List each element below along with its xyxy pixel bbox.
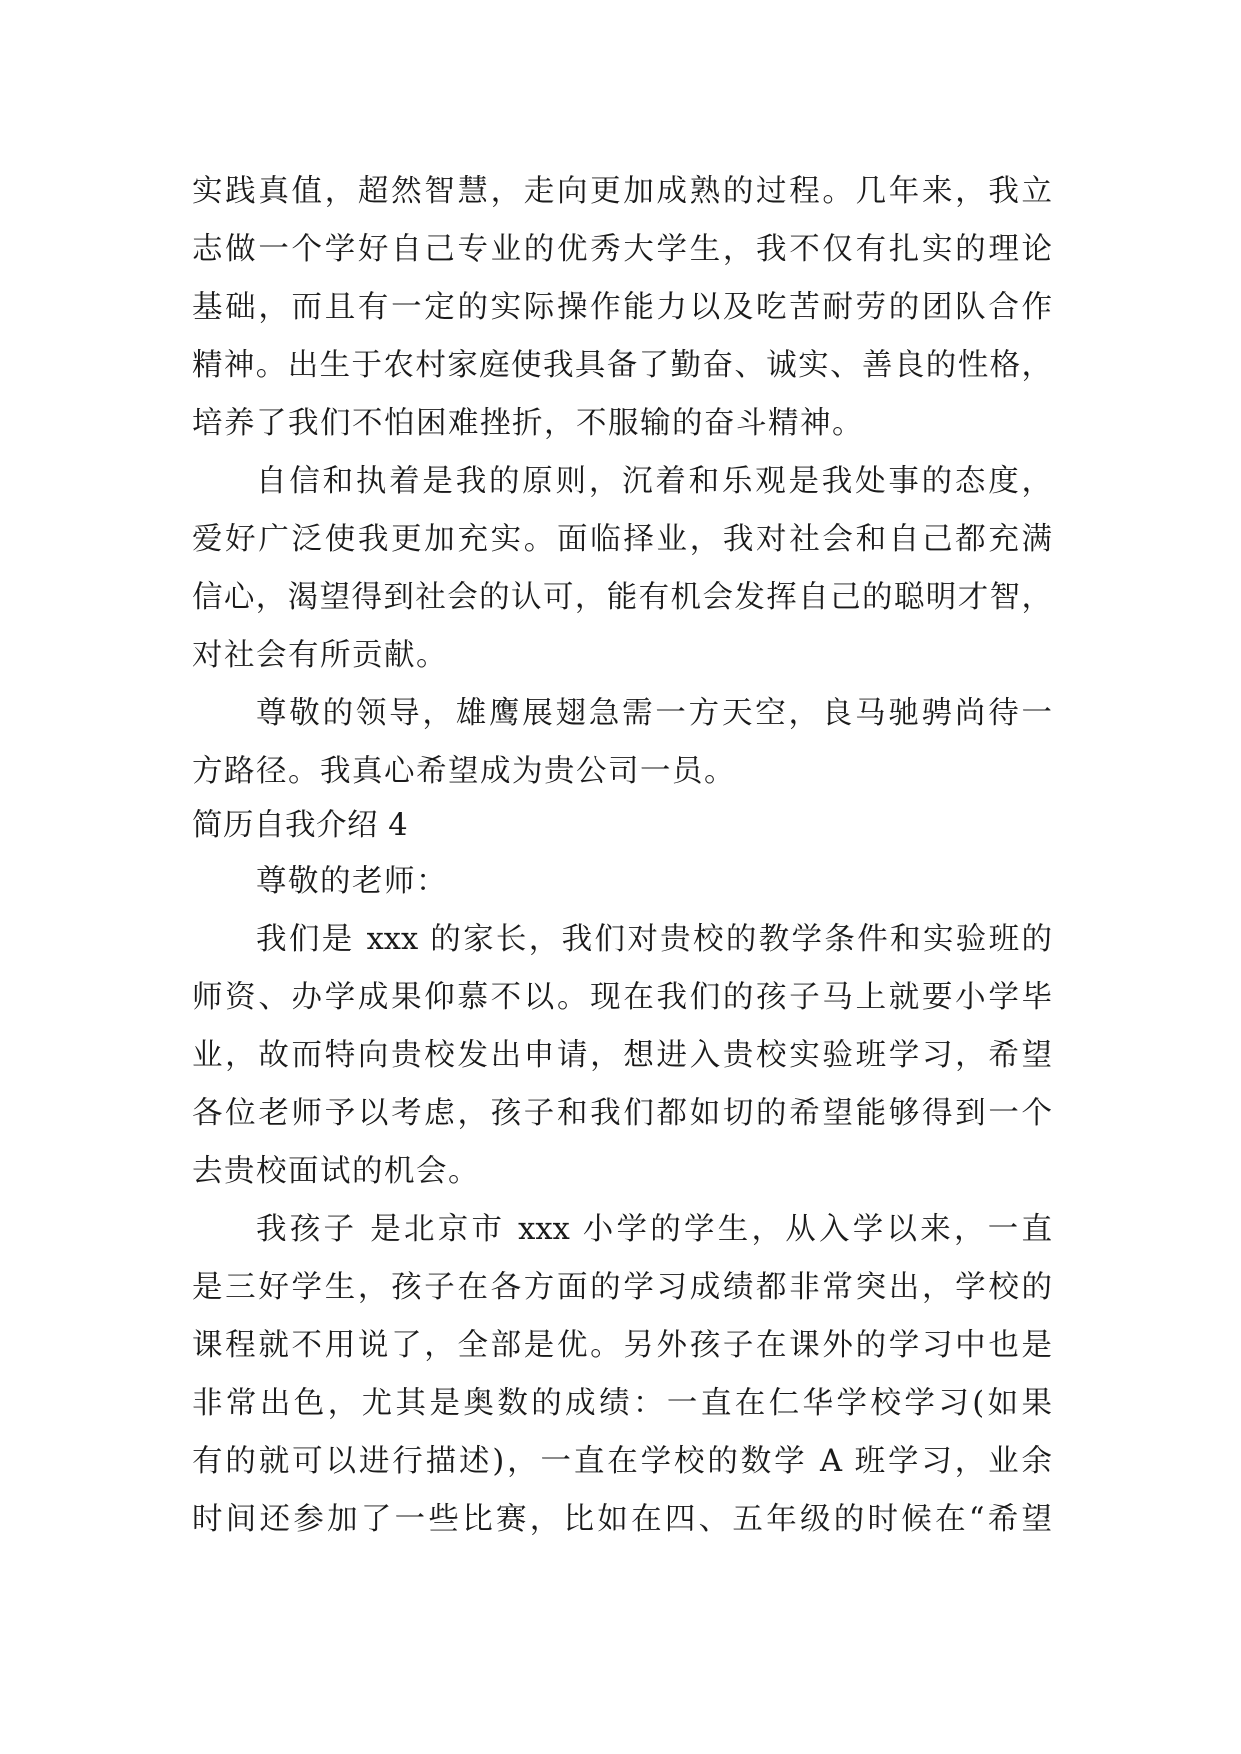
body-text-line: 师资、办学成果仰慕不以。现在我们的孩子马上就要小学毕 (192, 980, 1052, 1015)
body-text-line: 方路径。我真心希望成为贵公司一员。 (192, 754, 736, 789)
body-text-line: 基础，而且有一定的实际操作能力以及吃苦耐劳的团队合作 (192, 290, 1052, 325)
body-text-line: 是三好学生，孩子在各方面的学习成绩都非常突出，学校的 (192, 1270, 1052, 1305)
body-text-line: 对社会有所贡献。 (192, 638, 448, 673)
body-text-line: 时间还参加了一些比赛，比如在四、五年级的时候在“希望 (192, 1502, 1052, 1537)
body-text-line: 实践真值，超然智慧，走向更加成熟的过程。几年来，我立 (192, 174, 1052, 209)
paragraph-first-line: 我孩子 是北京市 xxx 小学的学生，从入学以来，一直 (256, 1212, 1052, 1247)
salutation: 尊敬的老师： (256, 864, 448, 899)
body-text-line: 有的就可以进行描述)，一直在学校的数学 A 班学习，业余 (192, 1444, 1052, 1479)
paragraph-first-line: 尊敬的领导，雄鹰展翅急需一方天空，良马驰骋尚待一 (256, 696, 1052, 731)
section-heading: 简历自我介绍 4 (192, 808, 409, 843)
paragraph-first-line: 自信和执着是我的原则，沉着和乐观是我处事的态度， (256, 464, 1052, 499)
body-text-line: 业，故而特向贵校发出申请，想进入贵校实验班学习，希望 (192, 1038, 1052, 1073)
body-text-line: 非常出色，尤其是奥数的成绩：一直在仁华学校学习(如果 (192, 1386, 1052, 1421)
body-text-line: 各位老师予以考虑，孩子和我们都如切的希望能够得到一个 (192, 1096, 1052, 1131)
body-text-line: 精神。出生于农村家庭使我具备了勤奋、诚实、善良的性格， (192, 348, 1052, 383)
body-text-line: 信心，渴望得到社会的认可，能有机会发挥自己的聪明才智， (192, 580, 1052, 615)
body-text-line: 志做一个学好自己专业的优秀大学生，我不仅有扎实的理论 (192, 232, 1052, 267)
body-text-line: 去贵校面试的机会。 (192, 1154, 480, 1189)
body-text-line: 培养了我们不怕困难挫折，不服输的奋斗精神。 (192, 406, 864, 441)
paragraph-first-line: 我们是 xxx 的家长，我们对贵校的教学条件和实验班的 (256, 922, 1052, 957)
body-text-line: 爱好广泛使我更加充实。面临择业，我对社会和自己都充满 (192, 522, 1052, 557)
body-text-line: 课程就不用说了，全部是优。另外孩子在课外的学习中也是 (192, 1328, 1052, 1363)
